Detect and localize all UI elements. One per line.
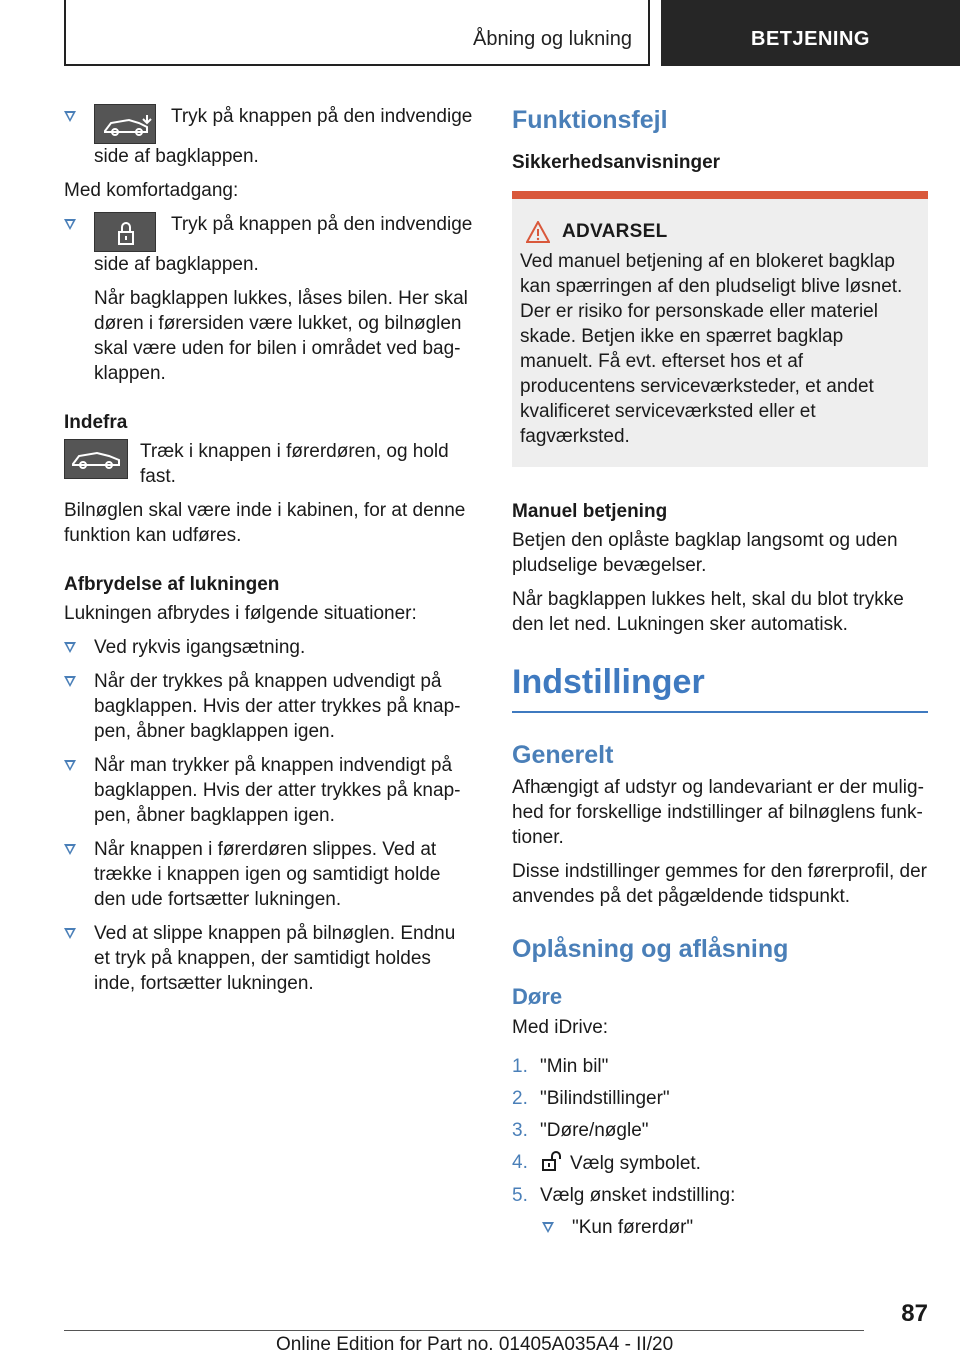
page-number: 87	[901, 1300, 928, 1327]
left-column	[64, 104, 476, 1005]
interrupt-heading: Afbrydelse af lukningen	[64, 574, 280, 595]
interrupt-intro: Lukningen afbrydes i følgende situationer:	[64, 603, 417, 624]
list-item	[542, 1215, 928, 1240]
list-item-text: Når der trykkes på knappen udvendigt på bagklappen. Hvis der atter trykkes på knappen, åbner bagklappen igen.	[94, 671, 461, 742]
list-item	[64, 753, 476, 828]
inside-heading: Indefra	[64, 412, 128, 433]
manual-paragraph: Betjen den oplåste bagklap langsomt og uden pludselige bevægelser.	[512, 530, 898, 576]
general-heading: Generelt	[512, 741, 614, 769]
warning-title-row	[520, 221, 920, 243]
idrive-intro: Med iDrive:	[512, 1017, 609, 1038]
list-item-text: Ved at slippe knappen på bilnøglen. Endnu et tryk på knappen, der samtidigt holdes inde, fortsætter lukningen.	[94, 923, 456, 994]
list-item-text: "Kun førerdør"	[572, 1217, 694, 1238]
unlock-symbol-icon	[540, 1150, 564, 1172]
header-chapter-title: BETJENING	[751, 28, 870, 50]
step-text: Vælg symbolet.	[570, 1153, 701, 1174]
step-text: Vælg ønsket indstilling:	[540, 1185, 736, 1206]
list-item	[64, 635, 476, 660]
step-number: 3.	[512, 1120, 528, 1141]
header-section-title: Åbning og lukning	[472, 28, 632, 50]
safety-heading: Sikkerhedsanvisninger	[512, 152, 721, 173]
list-item-text: Ved rykvis igangsætning.	[94, 637, 306, 658]
list-item-text: Når man trykker på knappen indvendigt på bagklappen. Hvis der atter trykkes på knappen, åbner bagklappen igen.	[94, 755, 461, 826]
doors-heading: Døre	[512, 984, 563, 1009]
footer-edition: Online Edition for Part no. 01405A035A4 - II/20	[276, 1334, 674, 1355]
bullet-triangle-icon	[64, 642, 76, 653]
tailgate-close-icon	[64, 439, 128, 479]
step-text: "Bilindstillinger"	[540, 1088, 670, 1109]
bullet-triangle-icon	[64, 111, 76, 122]
list-item-text: Tryk på knappen på den indvendige side af bagklappen.	[94, 214, 473, 275]
list-item-text: Tryk på knappen på den indvendige side af bagklappen.	[94, 106, 473, 167]
header-section-box	[64, 0, 650, 66]
warning-box	[512, 199, 928, 467]
step-text: "Døre/nøgle"	[540, 1120, 649, 1141]
list-item	[64, 837, 476, 912]
comfort-access-intro: Med komfortadgang:	[64, 180, 239, 201]
general-paragraph: Disse indstillinger gemmes for den førerprofil, der anvendes på det pågældende tidspunkt.	[512, 861, 927, 907]
bullet-triangle-icon	[64, 844, 76, 855]
step-number: 1.	[512, 1056, 528, 1077]
tailgate-button-icon	[94, 104, 156, 144]
list-item	[64, 669, 476, 744]
step-item	[512, 1086, 928, 1111]
right-column	[512, 104, 928, 1249]
list-item	[64, 921, 476, 996]
key-note: Bilnøglen skal være inde i kabinen, for at denne funktion kan udføres.	[64, 500, 466, 546]
inside-text: Træk i knappen i førerdøren, og hold fast.	[140, 441, 449, 487]
step-number: 5.	[512, 1185, 528, 1206]
bullet-triangle-icon	[64, 760, 76, 771]
settings-heading: Indstillinger	[512, 661, 928, 713]
list-item	[64, 212, 476, 277]
step-item	[512, 1150, 928, 1176]
lock-note: Når bagklappen lukkes, låses bilen. Her skal døren i førersiden være lukket, og bilnøglen skal være uden for bilen i området ved bagklappen.	[94, 288, 468, 384]
warning-title: ADVARSEL	[562, 221, 668, 242]
general-paragraph: Afhængigt af udstyr og landevariant er der mulighed for forskellige indstillinger af bilnøglens funktioner.	[512, 777, 924, 848]
fault-heading: Funktionsfejl	[512, 106, 668, 134]
header-chapter-tab	[661, 0, 960, 66]
lock-heading: Oplåsning og aflåsning	[512, 935, 789, 963]
warning-text: Ved manuel betjening af en blokeret bagklap kan spærringen af den pludseligt blive løsnet. Der er risiko for personskade eller materiel skade. Betjen ikke en spærret bagklap manuelt. Få evt. efterset hos et af producentens serviceværksteder, et andet kvalificeret serviceværksted eller et fagværksted.	[520, 251, 903, 447]
list-item	[64, 104, 476, 169]
manual-paragraph: Når bagklappen lukkes helt, skal du blot trykke den let ned. Lukningen sker automatisk.	[512, 589, 904, 635]
warning-triangle-icon	[526, 221, 550, 243]
lock-button-icon	[94, 212, 156, 252]
manual-heading: Manuel betjening	[512, 501, 668, 522]
warning-bar	[512, 191, 928, 199]
footer-divider	[64, 1330, 864, 1331]
bullet-triangle-icon	[64, 219, 76, 230]
list-item-text: Når knappen i førerdøren slippes. Ved at trække i knappen igen og samtidigt holde den ude fortsætter lukningen.	[94, 839, 441, 910]
step-item	[512, 1054, 928, 1079]
step-number: 4.	[512, 1152, 528, 1173]
step-item	[512, 1118, 928, 1143]
bullet-triangle-icon	[64, 676, 76, 687]
step-text: "Min bil"	[540, 1056, 609, 1077]
bullet-triangle-icon	[64, 928, 76, 939]
bullet-triangle-icon	[542, 1222, 554, 1233]
step-item	[512, 1183, 928, 1208]
inside-instruction	[64, 439, 476, 489]
step-number: 2.	[512, 1088, 528, 1109]
